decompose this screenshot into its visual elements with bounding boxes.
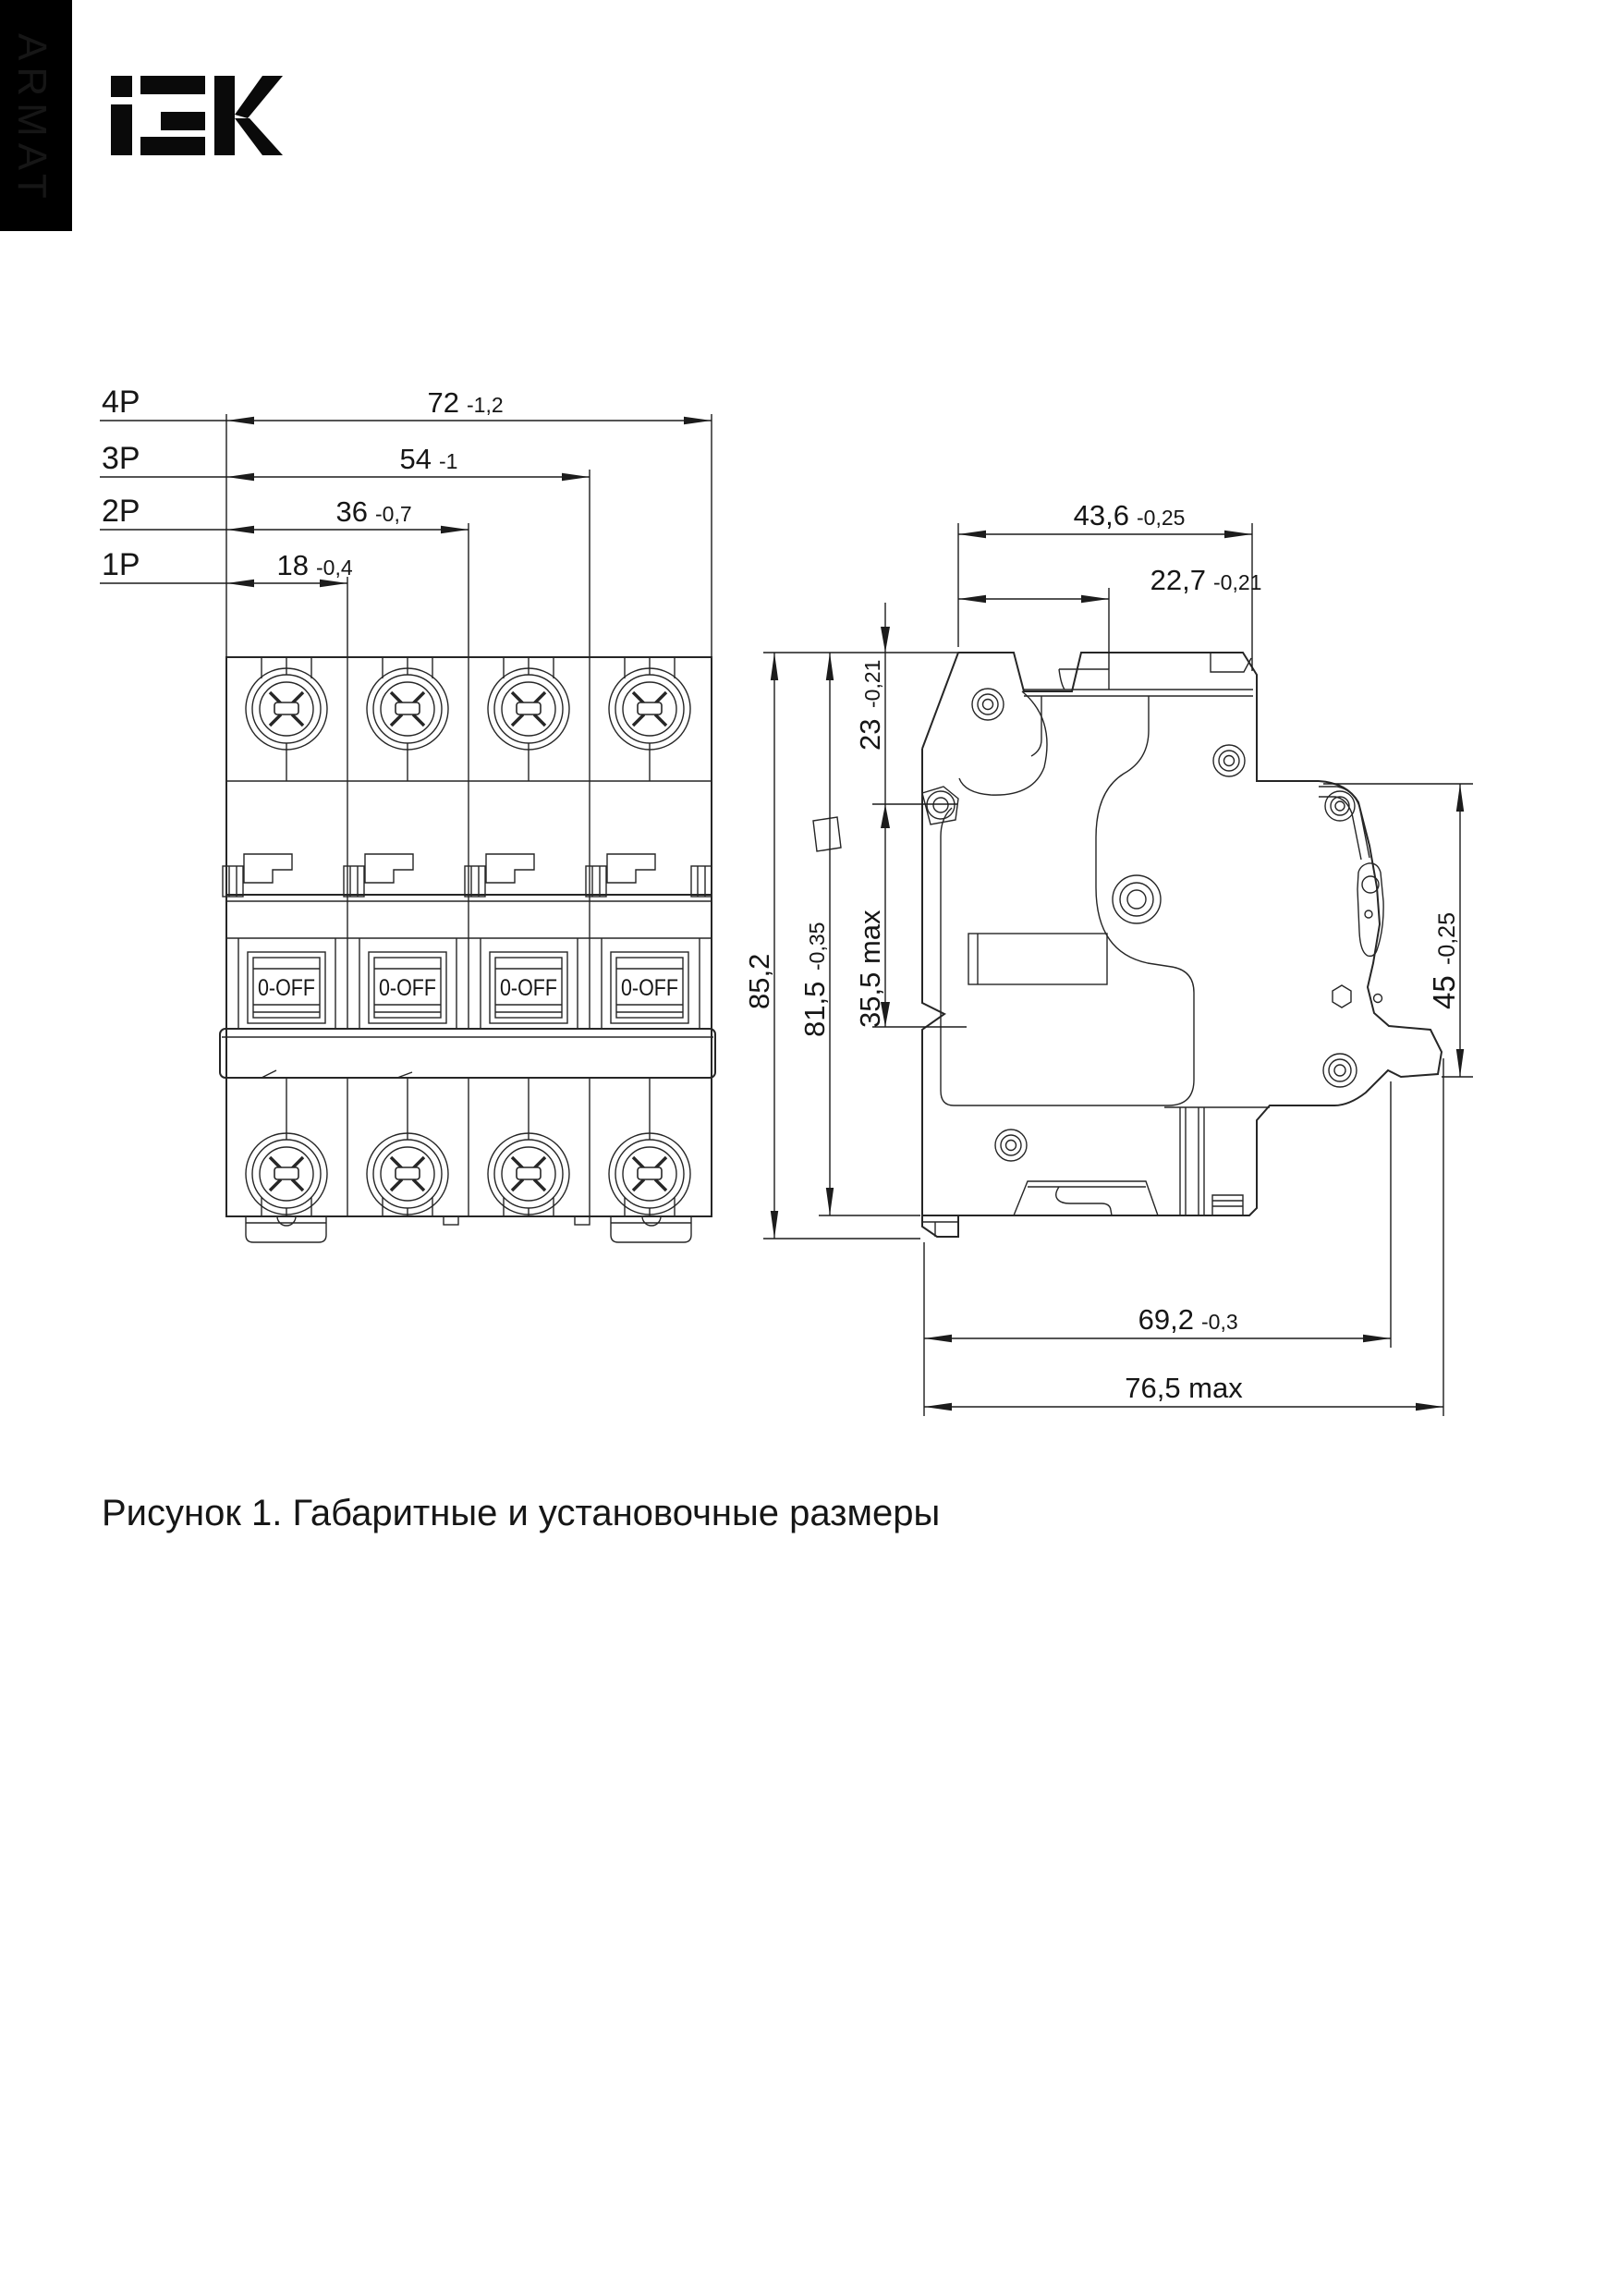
dim-23-value: 23	[854, 718, 886, 751]
screw	[367, 1133, 448, 1215]
side-screws	[972, 689, 1357, 1161]
screw	[246, 1133, 327, 1215]
screw	[488, 1133, 569, 1215]
terminal-clamps	[223, 854, 712, 897]
screw	[246, 668, 327, 750]
pole-label-4p: 4P	[102, 385, 140, 420]
dim-45-tol: -0,25	[1434, 912, 1460, 965]
side-view-dimensions	[743, 499, 1473, 1416]
screw	[488, 668, 569, 750]
screw	[367, 668, 448, 750]
handle-label-3: 0-OFF	[500, 975, 557, 1001]
dim-765-value: 76,5 max	[1125, 1372, 1243, 1404]
dim-23-tol: -0,21	[860, 659, 884, 708]
handle-label-2: 0-OFF	[379, 975, 436, 1001]
side-view-drawing	[813, 653, 1442, 1237]
dim-436-value: 43,6	[1073, 499, 1129, 531]
dim-852-value: 85,2	[743, 953, 775, 1009]
dim-227-value: 22,7	[1150, 564, 1206, 596]
brand-sidebar	[0, 0, 72, 231]
dim-2p-value: 36	[335, 495, 368, 528]
dim-436-tol: -0,25	[1137, 506, 1186, 530]
dim-2p-tol: -0,7	[375, 502, 412, 526]
dim-815-value: 81,5	[798, 981, 831, 1037]
handle-label-4: 0-OFF	[621, 975, 678, 1001]
pole-label-3p: 3P	[102, 441, 140, 476]
dim-815-tol: -0,35	[805, 922, 829, 971]
din-feet	[246, 1216, 691, 1242]
dim-45-value: 45	[1427, 975, 1461, 1009]
dim-3p-value: 54	[399, 443, 432, 475]
dim-4p-tol: -1,2	[467, 393, 504, 417]
dim-692-tol: -0,3	[1201, 1310, 1238, 1334]
screw	[609, 668, 690, 750]
front-band	[220, 1029, 715, 1078]
screw	[609, 1133, 690, 1215]
handle-label-1: 0-OFF	[258, 975, 315, 1001]
iek-logo	[111, 76, 283, 155]
din-rail-area	[1014, 1107, 1270, 1215]
front-view-drawing	[220, 657, 715, 1242]
dim-3p-tol: -1	[439, 449, 458, 473]
dim-355-value: 35,5 max	[854, 910, 886, 1028]
pole-label-2p: 2P	[102, 494, 140, 529]
dim-692-value: 69,2	[1138, 1303, 1194, 1336]
dim-1p-tol: -0,4	[316, 556, 353, 580]
brand-armat-label: ARMAT	[9, 33, 55, 205]
front-view-dimensions	[100, 385, 712, 657]
pole-label-1p: 1P	[102, 547, 140, 582]
dim-227-tol: -0,21	[1213, 570, 1262, 594]
figure-caption: Рисунок 1. Габаритные и установочные размеры	[102, 1493, 941, 1533]
clip-arm	[1319, 787, 1383, 1008]
dim-1p-value: 18	[276, 549, 309, 581]
dim-4p-value: 72	[427, 386, 459, 419]
